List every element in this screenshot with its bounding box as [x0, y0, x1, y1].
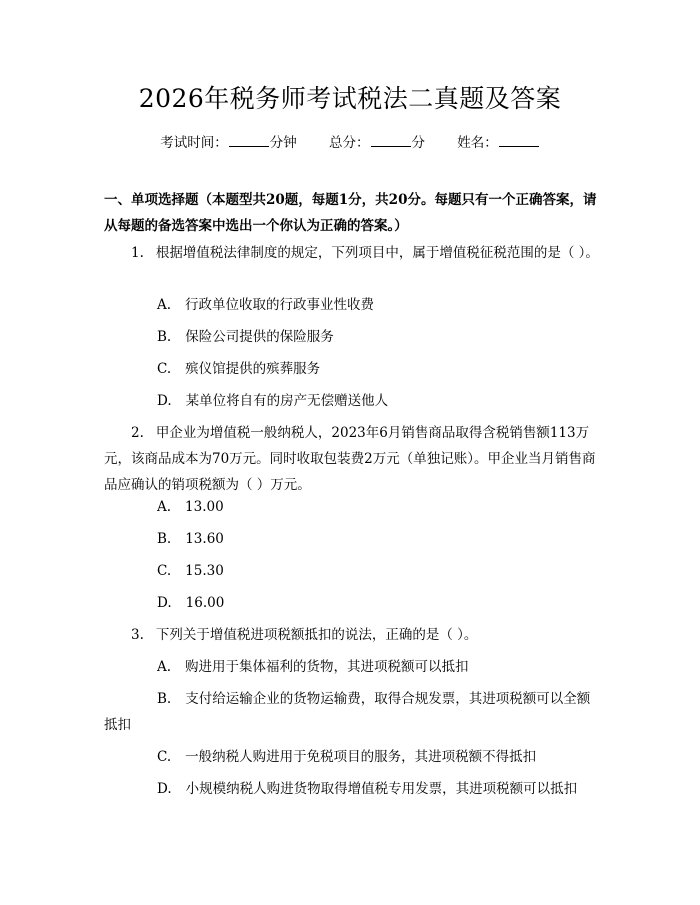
exam-time-label: 考试时间：	[160, 135, 228, 151]
option-text: 一般纳税人购进用于免税项目的服务，其进项税额不得抵扣	[185, 749, 537, 765]
option-1d	[104, 388, 600, 414]
option-text: 保险公司提供的保险服务	[185, 329, 334, 345]
page-title: 2026年税务师考试税法二真题及答案	[138, 84, 562, 113]
option-text: 行政单位收取的行政事业性收费	[185, 297, 375, 313]
exam-name-label: 姓名：	[457, 135, 498, 151]
option-text: 13.60	[185, 531, 224, 547]
question-number: 1.	[131, 245, 144, 261]
option-letter: C.	[157, 563, 172, 579]
option-3a	[104, 654, 600, 680]
exam-score-blank	[371, 134, 411, 147]
option-letter: B.	[157, 329, 172, 345]
question-text: 下列关于增值税进项税额抵扣的说法，正确的是（ ）。	[155, 627, 478, 643]
option-letter: B.	[157, 691, 172, 707]
option-3d	[104, 776, 600, 802]
question-number: 3.	[131, 627, 144, 643]
section-heading: 一、单项选择题（本题型共20题，每题1分，共20分。每题只有一个正确答案，请从每题的备选答案中选出一个你认为正确的答案。）	[104, 192, 597, 234]
exam-time-unit: 分钟	[269, 135, 297, 151]
option-letter: A.	[157, 499, 172, 515]
option-1c	[104, 356, 600, 382]
exam-score-unit: 分	[411, 135, 425, 151]
option-text: 15.30	[185, 563, 224, 579]
exam-time-blank	[229, 134, 269, 147]
question-1	[104, 240, 600, 266]
exam-name-blank	[499, 134, 539, 147]
option-2d	[104, 590, 600, 616]
option-3c	[104, 744, 600, 770]
exam-meta	[0, 133, 700, 153]
exam-time	[160, 135, 297, 151]
option-letter: D.	[157, 781, 172, 797]
option-letter: D.	[157, 595, 172, 611]
option-3b	[104, 686, 600, 738]
option-1a	[104, 292, 600, 318]
question-text: 根据增值税法律制度的规定，下列项目中，属于增值税征税范围的是（ ）。	[155, 245, 599, 261]
question-2	[104, 420, 600, 498]
option-text: 支付给运输企业的货物运输费，取得合规发票，其进项税额可以全额抵扣	[104, 691, 591, 733]
option-letter: C.	[157, 749, 172, 765]
option-letter: C.	[157, 361, 172, 377]
question-number: 2.	[131, 425, 144, 441]
option-2a	[104, 494, 600, 520]
option-2c	[104, 558, 600, 584]
exam-name	[457, 135, 540, 151]
option-letter: B.	[157, 531, 172, 547]
question-3	[104, 622, 600, 648]
option-text: 小规模纳税人购进货物取得增值税专用发票，其进项税额可以抵扣	[185, 781, 578, 797]
exam-score-label: 总分：	[329, 135, 370, 151]
option-letter: A.	[157, 297, 172, 313]
exam-score	[329, 135, 425, 151]
option-text: 购进用于集体福利的货物，其进项税额可以抵扣	[185, 659, 469, 675]
question-text: 甲企业为增值税一般纳税人，2023年6月销售商品取得含税销售额113万元，该商品成本为70万元。同时收取包装费2万元（单独记账）。甲企业当月销售商品应确认的销项税额为（ ）万元。	[104, 425, 596, 493]
option-letter: D.	[157, 393, 172, 409]
option-letter: A.	[157, 659, 172, 675]
option-text: 某单位将自有的房产无偿赠送他人	[185, 393, 389, 409]
option-text: 13.00	[185, 499, 224, 515]
option-2b	[104, 526, 600, 552]
option-text: 16.00	[185, 595, 225, 611]
option-1b	[104, 324, 600, 350]
option-text: 殡仪馆提供的殡葬服务	[185, 361, 321, 377]
